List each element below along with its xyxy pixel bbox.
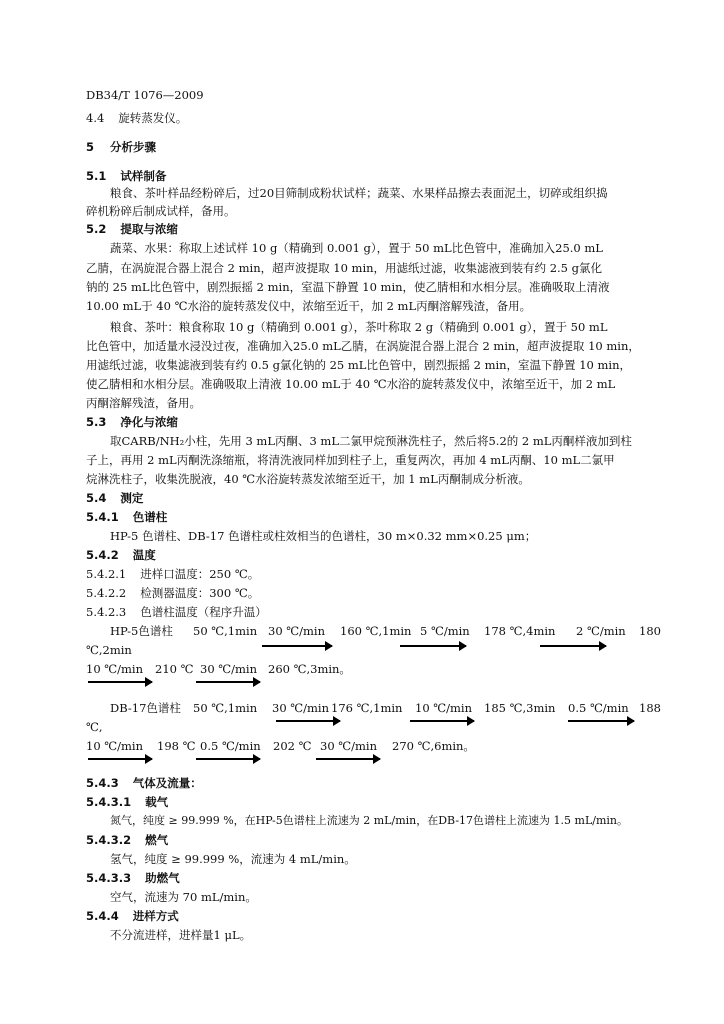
db17-step-temp: 270 ℃,6min。 xyxy=(392,739,475,753)
db17-step-temp: 50 ℃,1min xyxy=(193,701,258,715)
paragraph-line: 氢气，纯度 ≥ 99.999 %，流速为 4 mL/min。 xyxy=(110,852,356,866)
hp5-column-label: HP-5色谱柱 xyxy=(110,624,173,638)
clause-title: 测定 xyxy=(120,491,144,505)
db17-ramp-rate: 10 ℃/min xyxy=(415,701,473,715)
hp5-ramp-rate: 30 ℃/min xyxy=(268,624,326,638)
clause-5-4-1-heading xyxy=(86,510,167,524)
clause-4-4 xyxy=(86,111,187,125)
hp5-step-temp: 260 ℃,3min。 xyxy=(268,662,351,676)
ramp-arrow-icon xyxy=(276,720,340,722)
clause-number: 4.4 xyxy=(86,111,105,125)
clause-number: 5.2 xyxy=(86,222,107,236)
clause-5-4-2-2 xyxy=(86,586,259,600)
hp5-ramp-rate: 10 ℃/min xyxy=(86,662,144,676)
section-5-heading xyxy=(86,140,156,154)
db17-step-temp: 188 xyxy=(639,701,661,715)
section-number: 5 xyxy=(86,140,95,154)
db17-ramp-rate: 0.5 ℃/min xyxy=(200,739,261,753)
paragraph-line: 丙酮溶解残渣，备用。 xyxy=(86,396,201,410)
paragraph-line: 碎机粉碎后制成试样，备用。 xyxy=(86,204,236,218)
paragraph-line: 烷淋洗柱子，收集洗脱液，40 ℃水浴旋转蒸发浓缩至近干，加 1 mL丙酮制成分析液。 xyxy=(86,472,530,486)
clause-number: 5.4.2.1 xyxy=(86,567,127,581)
hp5-step-temp: 160 ℃,1min xyxy=(340,624,412,638)
ramp-arrow-icon xyxy=(540,645,606,647)
ramp-arrow-icon xyxy=(410,720,474,722)
clause-title: 进样方式 xyxy=(132,909,179,923)
clause-text: 进样口温度：250 ℃。 xyxy=(140,567,260,581)
db17-column-label: DB-17色谱柱 xyxy=(110,701,181,715)
ramp-arrow-icon xyxy=(316,758,380,760)
clause-number: 5.4.3 xyxy=(86,776,119,790)
ramp-arrow-icon xyxy=(400,645,466,647)
hp5-ramp-rate: 30 ℃/min xyxy=(200,662,258,676)
clause-number: 5.4.3.1 xyxy=(86,795,132,809)
clause-number: 5.4.4 xyxy=(86,909,119,923)
paragraph-line: 子上，再用 2 mL丙酮洗涤缩瓶，将清洗液同样加到柱子上，重复两次，再加 4 mL丙酮、10 mL二氯甲 xyxy=(86,453,615,467)
clause-title: 载气 xyxy=(145,795,169,809)
hp5-step-temp: 178 ℃,4min xyxy=(484,624,556,638)
hp5-step-temp: 180 xyxy=(639,624,661,638)
paragraph-line: HP-5 色谱柱、DB-17 色谱柱或柱效相当的色谱柱，30 m×0.32 mm×0.25 μm； xyxy=(110,529,537,543)
hp5-step-temp: ℃,2min xyxy=(86,643,132,657)
db17-step-temp: 198 ℃ xyxy=(157,739,196,753)
clause-title: 试样制备 xyxy=(120,169,167,183)
paragraph-line: 不分流进样，进样量1 μL。 xyxy=(110,928,252,942)
standard-code: DB34/T 1076—2009 xyxy=(86,88,204,102)
hp5-step-temp: 210 ℃ xyxy=(155,662,194,676)
clause-5-4-heading xyxy=(86,491,143,505)
ramp-arrow-icon xyxy=(88,758,152,760)
ramp-arrow-icon xyxy=(262,645,332,647)
db17-step-temp: 202 ℃ xyxy=(273,739,312,753)
clause-number: 5.4.3.2 xyxy=(86,833,132,847)
paragraph-line: 使乙腈相和水相分层。准确吸取上清液 10.00 mL于 40 ℃水浴的旋转蒸发仪中，浓缩至近干，加 2 mL xyxy=(86,377,616,391)
ramp-arrow-icon xyxy=(88,681,152,683)
clause-5-4-3-heading xyxy=(86,776,202,790)
paragraph-line: 用滤纸过滤，收集滤液到装有约 0.5 g氯化钠的 25 mL比色管中，剧烈振摇 2 min，室温下静置 10 min， xyxy=(86,358,631,372)
clause-title: 净化与浓缩 xyxy=(120,415,178,429)
paragraph-line: 粮食、茶叶样品经粉碎后，过20目筛制成粉状试样；蔬菜、水果样品擦去表面泥土，切碎或组织捣 xyxy=(110,186,608,200)
clause-title: 色谱柱 xyxy=(132,510,168,524)
clause-5-1-heading xyxy=(86,169,166,183)
db17-ramp-rate: 10 ℃/min xyxy=(86,739,144,753)
hp5-ramp-rate: 2 ℃/min xyxy=(576,624,626,638)
ramp-arrow-icon xyxy=(196,758,260,760)
clause-5-4-3-2-heading xyxy=(86,833,168,847)
clause-number: 5.4.2.3 xyxy=(86,605,127,619)
clause-title: 燃气 xyxy=(145,833,169,847)
paragraph-line: 空气，流速为 70 mL/min。 xyxy=(110,890,257,904)
paragraph-line: 比色管中，加适量水浸没过夜，准确加入25.0 mL乙腈，在涡旋混合器上混合 2 min，超声波提取 10 min， xyxy=(86,339,640,353)
paragraph-line: 10.00 mL于 40 ℃水浴的旋转蒸发仪中，浓缩至近干，加 2 mL丙酮溶解残渣，备用。 xyxy=(86,299,532,313)
paragraph-line: 氮气，纯度 ≥ 99.999 %，在HP-5色谱柱上流速为 2 mL/min，在DB-17色谱柱上流速为 1.5 mL/min。 xyxy=(110,814,629,827)
clause-5-2-heading xyxy=(86,222,178,236)
db17-ramp-rate: 30 ℃/min xyxy=(320,739,378,753)
clause-number: 5.4.3.3 xyxy=(86,871,132,885)
hp5-step-temp: 50 ℃,1min xyxy=(193,624,258,638)
clause-5-4-3-3-heading xyxy=(86,871,180,885)
paragraph-line: 蔬菜、水果：称取上述试样 10 g（精确到 0.001 g），置于 50 mL比色管中，准确加入25.0 mL xyxy=(110,241,603,255)
clause-5-4-2-1 xyxy=(86,567,259,581)
clause-title: 气体及流量： xyxy=(132,776,202,790)
clause-5-3-heading xyxy=(86,415,178,429)
ramp-arrow-icon xyxy=(568,720,634,722)
paragraph-line: 钠的 25 mL比色管中，剧烈振摇 2 min，室温下静置 10 min，使乙腈相和水相分层。准确吸取上清液 xyxy=(86,280,610,294)
clause-number: 5.3 xyxy=(86,415,107,429)
clause-text: 检测器温度：300 ℃。 xyxy=(140,586,260,600)
paragraph-line: 取CARB/NH₂小柱，先用 3 mL丙酮、3 mL二氯甲烷预淋洗柱子，然后将5.2的 2 mL丙酮样液加到柱 xyxy=(110,434,632,448)
clause-number: 5.4.2 xyxy=(86,548,119,562)
clause-number: 5.1 xyxy=(86,169,107,183)
clause-title: 助燃气 xyxy=(145,871,180,885)
db17-step-temp: 185 ℃,3min xyxy=(484,701,556,715)
clause-number: 5.4.2.2 xyxy=(86,586,127,600)
clause-text: 旋转蒸发仪。 xyxy=(118,111,188,125)
clause-number: 5.4.1 xyxy=(86,510,119,524)
paragraph-line: 乙腈，在涡旋混合器上混合 2 min，超声波提取 10 min，用滤纸过滤，收集滤液到装有约 2.5 g氯化 xyxy=(86,261,603,275)
clause-5-4-2-3 xyxy=(86,605,267,619)
clause-title: 提取与浓缩 xyxy=(120,222,178,236)
clause-5-4-4-heading xyxy=(86,909,179,923)
db17-ramp-rate: 30 ℃/min xyxy=(272,701,330,715)
ramp-arrow-icon xyxy=(196,681,260,683)
paragraph-line: 粮食、茶叶：粮食称取 10 g（精确到 0.001 g），茶叶称取 2 g（精确到 0.001 g），置于 50 mL xyxy=(110,320,608,334)
db17-step-temp: 176 ℃,1min xyxy=(331,701,403,715)
hp5-ramp-rate: 5 ℃/min xyxy=(420,624,470,638)
section-title: 分析步骤 xyxy=(110,140,157,154)
db17-ramp-rate: 0.5 ℃/min xyxy=(568,701,629,715)
db17-step-temp: ℃, xyxy=(86,720,103,734)
clause-number: 5.4 xyxy=(86,491,107,505)
clause-text: 色谱柱温度（程序升温） xyxy=(140,605,267,619)
clause-title: 温度 xyxy=(132,548,156,562)
clause-5-4-2-heading xyxy=(86,548,156,562)
clause-5-4-3-1-heading xyxy=(86,795,168,809)
